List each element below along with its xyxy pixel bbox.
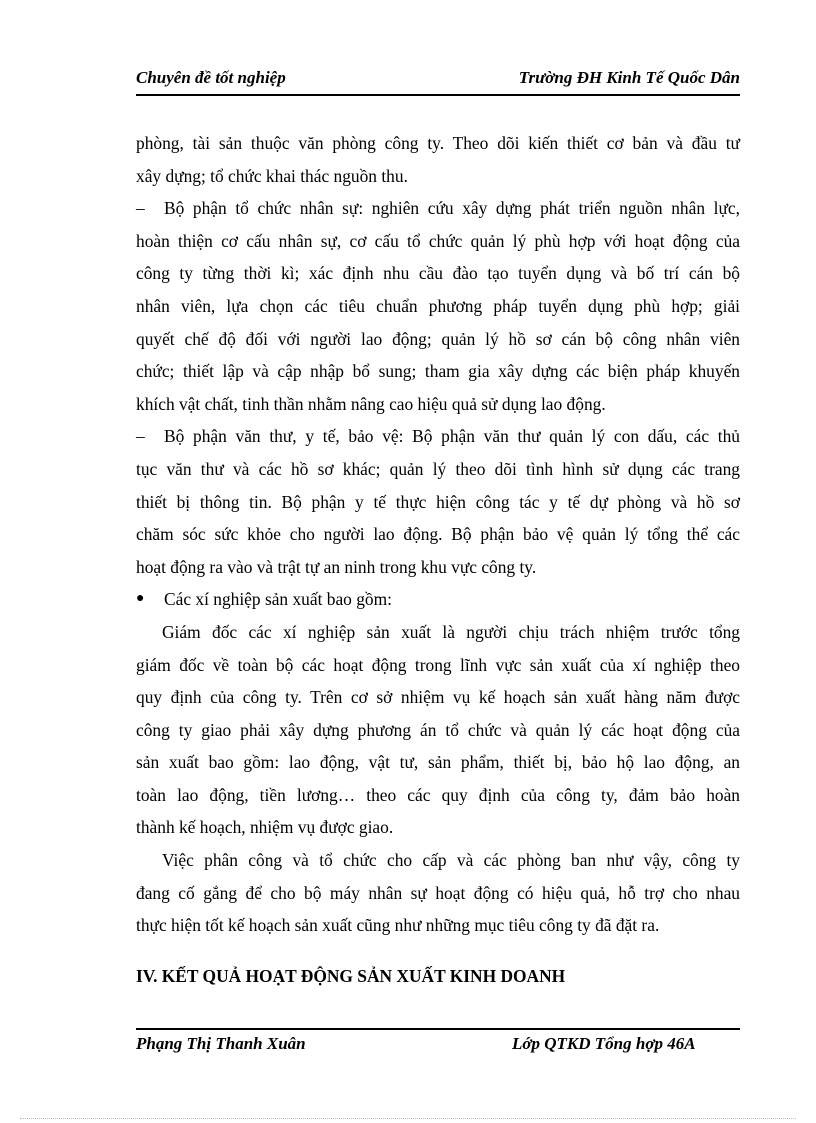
text-line: xây dựng; tổ chức khai thác nguồn thu. bbox=[136, 165, 408, 186]
bullet-item-factories bbox=[136, 583, 740, 616]
footer-rule bbox=[136, 1028, 740, 1030]
text-line: quyết chế độ đối với người lao động; quản lý hồ sơ cán bộ công nhân viên bbox=[136, 328, 740, 349]
text-line: chức; thiết lập và cập nhập bổ sung; tham gia xây dựng các biện pháp khuyến bbox=[136, 361, 740, 382]
text-line: phòng, tài sản thuộc văn phòng công ty. Theo dõi kiến thiết cơ bản và đầu tư bbox=[136, 133, 740, 153]
text-line: hoạt động ra vào và trật tự an ninh trong khu vực công ty. bbox=[136, 556, 537, 577]
dash-marker: – bbox=[136, 426, 145, 447]
text-line: hoàn thiện cơ cấu nhân sự, cơ cấu tổ chức quản lý phù hợp với hoạt động của bbox=[136, 230, 740, 251]
text-line: sản xuất bao gồm: lao động, vật tư, sản phẩm, thiết bị, bảo hộ lao động, an bbox=[136, 752, 740, 773]
text-line: Giám đốc các xí nghiệp sản xuất là người chịu trách nhiệm trước tổng bbox=[162, 621, 740, 642]
footer-author: Phạng Thị Thanh Xuân bbox=[136, 1034, 306, 1053]
text-line: thực hiện tốt kế hoạch sản xuất cũng như những mục tiêu công ty đã đặt ra. bbox=[136, 915, 660, 936]
text-line: công ty giao phải xây dựng phương án tổ chức và quản lý các hoạt động của bbox=[136, 719, 740, 740]
text-line: thành kế hoạch, nhiệm vụ được giao. bbox=[136, 817, 394, 838]
text-line: đang cố gắng để cho bộ máy nhân sự hoạt động có hiệu quả, hỗ trợ cho nhau bbox=[136, 882, 740, 903]
text-line: chăm sóc sức khỏe cho người lao động. Bộ phận bảo vệ quản lý tổng thể các bbox=[136, 524, 740, 545]
header-left-title: Chuyên đề tốt nghiệp bbox=[136, 68, 286, 87]
page-separator bbox=[20, 1118, 796, 1119]
text-line: giám đốc về toàn bộ các hoạt động trong lĩnh vực sản xuất của xí nghiệp theo bbox=[136, 654, 740, 675]
footer-class: Lớp QTKD Tổng hợp 46A bbox=[512, 1034, 696, 1053]
text-line: tục văn thư và các hồ sơ khác; quản lý theo dõi tình hình sử dụng các trang bbox=[136, 458, 740, 479]
text-line: Việc phân công và tổ chức cho cấp và các phòng ban như vậy, công ty bbox=[162, 850, 740, 871]
text-line: quy định của công ty. Trên cơ sở nhiệm vụ kế hoạch sản xuất hàng năm được bbox=[136, 687, 740, 708]
text-line: Bộ phận văn thư, y tế, bảo vệ: Bộ phận văn thư quản lý con dấu, các thủ bbox=[164, 426, 740, 447]
header-right-title: Trường ĐH Kinh Tế Quốc Dân bbox=[518, 68, 740, 87]
dash-item-hr bbox=[136, 192, 740, 225]
text-line: công ty từng thời kì; xác định nhu cầu đào tạo tuyển dụng và bố trí cán bộ bbox=[136, 263, 740, 284]
text-line: toàn lao động, tiền lương… theo các quy định của công ty, đảm bảo hoàn bbox=[136, 784, 740, 805]
text-line: khích vật chất, tinh thần nhằm nâng cao hiệu quả sử dụng lao động. bbox=[136, 393, 606, 414]
document-body bbox=[136, 127, 740, 942]
bullet-marker: ● bbox=[136, 591, 145, 607]
dash-item-admin bbox=[136, 420, 740, 453]
text-line: Bộ phận tổ chức nhân sự: nghiên cứu xây dựng phát triển nguồn nhân lực, bbox=[164, 198, 740, 219]
page-header bbox=[136, 66, 740, 96]
text-line: Các xí nghiệp sản xuất bao gồm: bbox=[164, 589, 392, 610]
text-line: thiết bị thông tin. Bộ phận y tế thực hiện công tác y tế dự phòng và hồ sơ bbox=[136, 491, 740, 512]
text-line: nhân viên, lựa chọn các tiêu chuẩn phương pháp tuyển dụng phù hợp; giải bbox=[136, 295, 740, 316]
section-heading: IV. KẾT QUẢ HOẠT ĐỘNG SẢN XUẤT KINH DOANH bbox=[136, 966, 566, 986]
dash-marker: – bbox=[136, 198, 145, 219]
